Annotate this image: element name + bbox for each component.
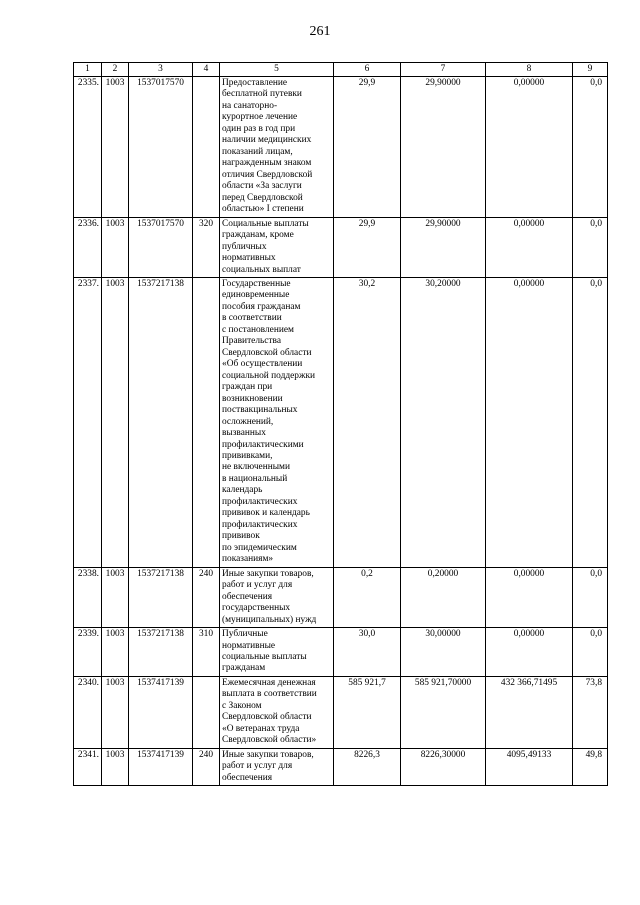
section-code: 1003 [102,676,129,748]
value-col7: 30,00000 [401,628,486,677]
row-number: 2336. [74,217,102,277]
description: Иные закупки товаров, работ и услуг для обеспечения государственных (муниципальных) нужд [220,567,334,627]
row-number: 2341. [74,748,102,785]
percent-col9: 0,0 [573,217,608,277]
value-col6: 0,2 [334,567,401,627]
expense-kind: 240 [193,567,220,627]
row-number: 2338. [74,567,102,627]
value-col7: 8226,30000 [401,748,486,785]
description: Социальные выплаты гражданам, кроме публичных нормативных социальных выплат [220,217,334,277]
row-number: 2339. [74,628,102,677]
section-code: 1003 [102,277,129,567]
value-col8: 0,00000 [486,628,573,677]
row-number: 2340. [74,676,102,748]
description: Публичные нормативные социальные выплаты гражданам [220,628,334,677]
value-col6: 30,2 [334,277,401,567]
description: Государственные единовременные пособия гражданам в соответствии с постановлением Правительства Свердловской области «Об осуществлении социальной поддержки граждан при возникновении поствакцинальных осложнений, вызванных профилактическими прививками, не включенными в национальный календарь профилактических прививок и календарь профилактических прививок по эпидемическим показаниям» [220,277,334,567]
header-cell: 8 [486,63,573,77]
table-row [74,567,608,627]
description: Иные закупки товаров, работ и услуг для обеспечения [220,748,334,785]
value-col8: 0,00000 [486,217,573,277]
header-cell: 3 [129,63,193,77]
page-number: 261 [309,24,331,39]
table-row [74,217,608,277]
value-col6: 30,0 [334,628,401,677]
value-col7: 29,90000 [401,77,486,218]
header-row [74,63,608,77]
table-row [74,277,608,567]
percent-col9: 49,8 [573,748,608,785]
header-cell: 7 [401,63,486,77]
header-cell: 1 [74,63,102,77]
value-col6: 29,9 [334,217,401,277]
target-code: 1537417139 [129,748,193,785]
expense-kind: 240 [193,748,220,785]
target-code: 1537217138 [129,628,193,677]
description: Предоставление бесплатной путевки на санаторно- курортное лечение один раз в год при наличии медицинских показаний лицам, награжденным знаком отличия Свердловской области «За заслуги перед Свердловской областью» I степени [220,77,334,218]
value-col8: 0,00000 [486,277,573,567]
section-code: 1003 [102,628,129,677]
section-code: 1003 [102,748,129,785]
description: Ежемесячная денежная выплата в соответствии с Законом Свердловской области «О ветеранах труда Свердловской области» [220,676,334,748]
header-cell: 2 [102,63,129,77]
expense-kind: 320 [193,217,220,277]
target-code: 1537217138 [129,567,193,627]
value-col7: 585 921,70000 [401,676,486,748]
value-col6: 8226,3 [334,748,401,785]
value-col6: 29,9 [334,77,401,218]
target-code: 1537017570 [129,217,193,277]
percent-col9: 73,8 [573,676,608,748]
value-col6: 585 921,7 [334,676,401,748]
target-code: 1537217138 [129,277,193,567]
row-number: 2335. [74,77,102,218]
section-code: 1003 [102,77,129,218]
value-col7: 30,20000 [401,277,486,567]
value-col8: 4095,49133 [486,748,573,785]
section-code: 1003 [102,567,129,627]
value-col8: 432 366,71495 [486,676,573,748]
expense-kind [193,277,220,567]
section-code: 1003 [102,217,129,277]
expense-kind [193,77,220,218]
percent-col9: 0,0 [573,628,608,677]
value-col7: 29,90000 [401,217,486,277]
value-col8: 0,00000 [486,77,573,218]
header-cell: 4 [193,63,220,77]
expense-kind: 310 [193,628,220,677]
header-cell: 6 [334,63,401,77]
row-number: 2337. [74,277,102,567]
value-col7: 0,20000 [401,567,486,627]
header-cell: 5 [220,63,334,77]
table-row [74,628,608,677]
percent-col9: 0,0 [573,77,608,218]
percent-col9: 0,0 [573,277,608,567]
table-row [74,77,608,218]
table-row [74,676,608,748]
value-col8: 0,00000 [486,567,573,627]
header-cell: 9 [573,63,608,77]
target-code: 1537017570 [129,77,193,218]
budget-table [73,62,608,786]
target-code: 1537417139 [129,676,193,748]
percent-col9: 0,0 [573,567,608,627]
expense-kind [193,676,220,748]
table-row [74,748,608,785]
